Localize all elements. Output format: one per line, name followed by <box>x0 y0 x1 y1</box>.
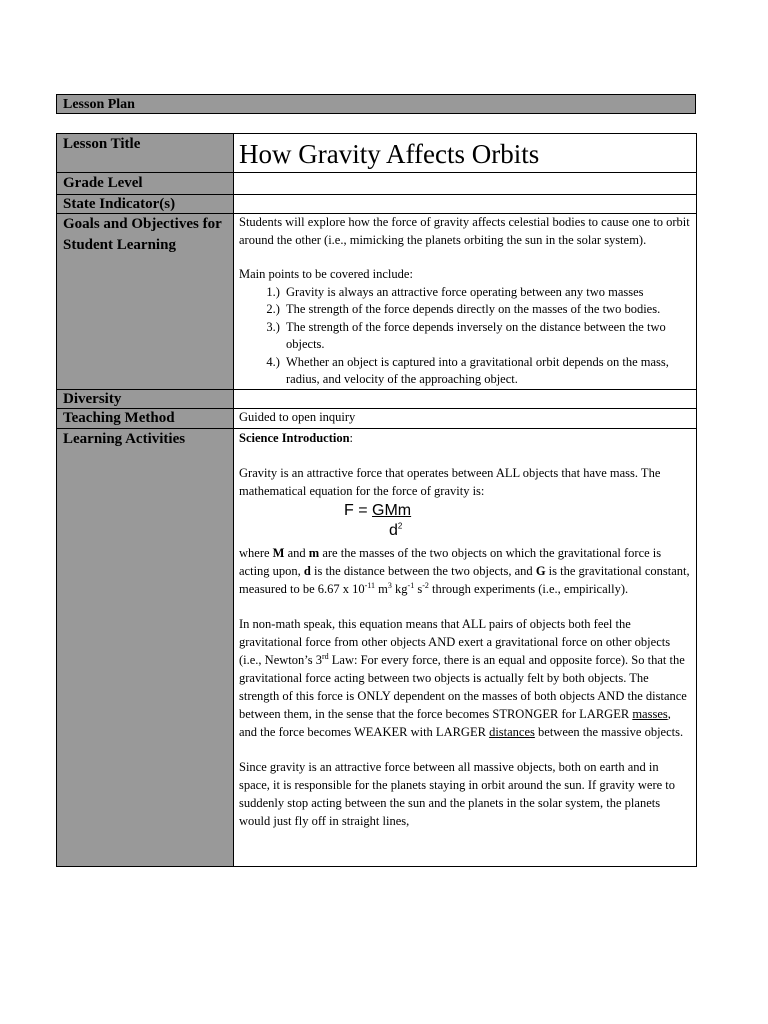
lesson-plan-header: Lesson Plan <box>56 94 696 114</box>
goals-point: 1. Gravity is always an attractive force operating between any two masses <box>283 284 691 302</box>
goals-value <box>234 214 697 390</box>
lesson-title: How Gravity Affects Orbits <box>239 139 540 169</box>
gravity-formula: F = GMm $d^2$ <box>344 501 412 539</box>
goals-point: 4. Whether an object is captured into a gravitational orbit depends on the mass, radius, and velocity of the approaching object. <box>283 354 691 389</box>
state-indicators-label: State Indicator(s) <box>57 195 234 214</box>
goals-intro: Students will explore how the force of gravity affects celestial bodies to cause one to orbit around the other (i.e., mimicking the planets orbiting the sun in the solar system). <box>239 215 690 247</box>
paragraph-1: Gravity is an attractive force that operates between ALL objects that have mass. The mathematical equation for the force of gravity is: <box>239 465 661 498</box>
paragraph-3: In non-math speak, this equation means that ALL pairs of objects both feel the gravitational force from other objects AND exert a gravitational force on other objects (i.e., Newton’s 3rd Law: For every force, there is an equal and opposite force). So that the gravitational force acting between two objects is actually felt by both objects. The strength of this force is ONLY dependent on the masses of both objects AND the distance between them, in the sense that the force becomes STRONGER for LARGER masses, and the force becomes WEAKER with LARGER distances between the massive objects. <box>239 616 687 739</box>
grade-level-value <box>234 173 697 195</box>
paragraph-2: where M and m are the masses of the two objects on which the gravitational force is acting upon, d is the distance between the two objects, and G is the gravitational constant, measured to be 6.67 x $10^{-11}$ $m^3$ $kg^{-1}$ $s^{-2}$ through experiments (i.e., empirically). <box>239 545 690 596</box>
row-lesson-title <box>57 134 697 173</box>
learning-activities-label: Learning Activities <box>57 428 234 866</box>
lesson-title-value <box>234 134 697 173</box>
learning-activities-value <box>234 428 697 866</box>
lesson-plan-table <box>56 133 697 867</box>
paragraph-4: Since gravity is an attractive force between all massive objects, both on earth and in space, it is responsible for the planets staying in orbit around the sun. If gravity were to suddenly stop acting between the sun and the planets in the solar system, the planets would just fly off in straight lines, <box>239 759 676 828</box>
row-diversity <box>57 389 697 408</box>
diversity-label: Diversity <box>57 389 234 408</box>
teaching-method-label: Teaching Method <box>57 408 234 428</box>
diversity-value <box>234 389 697 408</box>
row-learning-activities <box>57 428 697 866</box>
row-teaching-method <box>57 408 697 428</box>
lesson-title-label: Lesson Title <box>57 134 234 173</box>
goals-point: 2. The strength of the force depends directly on the masses of the two bodies. <box>283 301 691 319</box>
formula-denominator: $d^2$ <box>389 521 403 539</box>
goals-main-points-label: Main points to be covered include: <box>239 267 413 281</box>
goals-label: Goals and Objectives for Student Learning <box>57 214 234 390</box>
goals-points-list <box>239 284 691 389</box>
row-grade-level <box>57 173 697 195</box>
teaching-method-value: Guided to open inquiry <box>234 408 697 428</box>
row-goals <box>57 214 697 390</box>
state-indicators-value <box>234 195 697 214</box>
row-state-indicators <box>57 195 697 214</box>
science-intro-heading: Science Introduction: <box>239 430 354 445</box>
goals-point: 3. The strength of the force depends inversely on the distance between the two objects. <box>283 319 691 354</box>
formula-numerator: GMm <box>372 501 412 519</box>
grade-level-label: Grade Level <box>57 173 234 195</box>
